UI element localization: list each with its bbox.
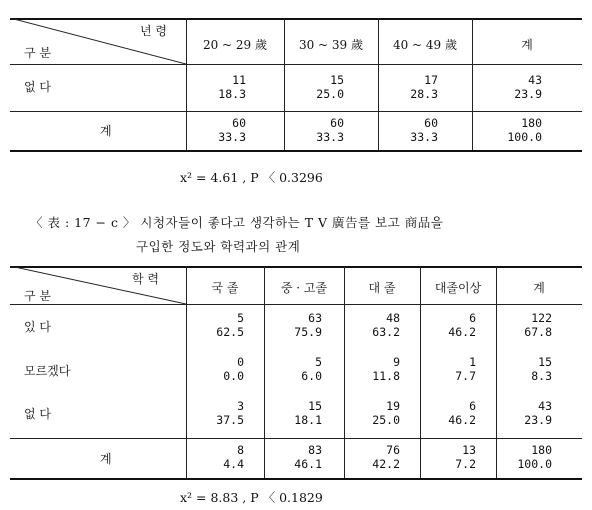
- table-2-cell-pct: 0.0: [223, 369, 244, 383]
- table-2-cell-pct: 23.9: [524, 413, 552, 427]
- table-2-chi-square-stat: x² = 8.83 , P 〈 0.1829: [180, 490, 323, 505]
- table-2-cell-pct: 62.5: [216, 325, 244, 339]
- table-2-caption-line-1: 〈 表 : 17 − c 〉 시청자들이 좋다고 생각하는 T V 廣告를 보고 商品을: [30, 215, 444, 230]
- table-1-cell-pct: 33.3: [218, 130, 246, 144]
- table-1-cell-count: 11: [232, 73, 246, 87]
- table-2-cell-count: 9: [393, 355, 400, 369]
- table-2-col-header: 중 · 고졸: [280, 281, 328, 295]
- table-1-cell-pct: 33.3: [410, 130, 438, 144]
- table-1-cell-pct: 33.3: [316, 130, 344, 144]
- table-1-cell-count: 43: [528, 73, 542, 87]
- table-2-cell-count: 5: [315, 355, 322, 369]
- table-2-cell-count: 13: [462, 443, 476, 457]
- table-2-cell-count: 48: [386, 311, 400, 325]
- table-1-corner-bottom-label: 구 분: [24, 46, 51, 60]
- table-2-cell-count: 6: [469, 399, 476, 413]
- table-2-col-header: 계: [533, 281, 545, 295]
- table-2-cell-pct: 67.8: [524, 325, 552, 339]
- table-2-cell-count: 15: [538, 355, 552, 369]
- table-2-cell-count: 0: [237, 355, 244, 369]
- table-2-cell-count: 63: [308, 311, 322, 325]
- table-1-col-header: 40 ~ 49 歲: [392, 38, 458, 52]
- table-2-col-header: 국 졸: [211, 281, 239, 295]
- table-2-cell-pct: 37.5: [216, 413, 244, 427]
- table-1-chi-square-stat: x² = 4.61 , P 〈 0.3296: [180, 170, 323, 185]
- table-2-row-label: 없 다: [24, 407, 51, 421]
- table-1-col-header: 30 ~ 39 歲: [298, 38, 364, 52]
- table-1-cell-count: 17: [424, 73, 438, 87]
- table-2-col-header: 대졸이상: [434, 281, 482, 295]
- table-1-cell-pct: 100.0: [507, 130, 542, 144]
- table-2-cell-pct: 42.2: [372, 457, 400, 471]
- table-1-corner-top-label: 년 령: [140, 24, 167, 38]
- table-2-caption-line-2: 구입한 정도와 학력과의 관계: [136, 239, 301, 254]
- table-2-cell-count: 5: [237, 311, 244, 325]
- table-1-cell-pct: 18.3: [218, 87, 246, 101]
- table-2-row-label: 계: [100, 452, 112, 466]
- table-2-cell-pct: 8.3: [531, 369, 552, 383]
- table-2-cell-pct: 11.8: [372, 369, 400, 383]
- table-2-cell-count: 122: [531, 311, 552, 325]
- table-1-cell-count: 60: [330, 116, 344, 130]
- table-2-cell-pct: 6.0: [301, 369, 322, 383]
- table-1-row-label: 없 다: [24, 80, 51, 94]
- table-1-cell-count: 180: [521, 116, 542, 130]
- table-2-cell-pct: 46.2: [448, 325, 476, 339]
- table-1-cell-pct: 25.0: [316, 87, 344, 101]
- table-2-cell-pct: 63.2: [372, 325, 400, 339]
- table-2-cell-count: 43: [538, 399, 552, 413]
- table-2-cell-pct: 4.4: [223, 457, 244, 471]
- table-1-col-header: 계: [521, 38, 533, 52]
- table-2-cell-count: 8: [237, 443, 244, 457]
- table-2-cell-pct: 18.1: [294, 413, 322, 427]
- table-2-cell-pct: 75.9: [294, 325, 322, 339]
- table-2-cell-count: 180: [531, 443, 552, 457]
- table-2-bottom-rule: [10, 478, 582, 480]
- table-2-cell-pct: 25.0: [372, 413, 400, 427]
- table-2-cell-pct: 7.2: [455, 457, 476, 471]
- table-2-cell-count: 15: [308, 399, 322, 413]
- table-2-corner-top-label: 학 력: [132, 272, 159, 286]
- table-2-row-label: 있 다: [24, 320, 51, 334]
- table-1-row-label: 계: [100, 124, 112, 138]
- table-2-col-header: 대 졸: [368, 281, 396, 295]
- table-1-col-header: 20 ~ 29 歲: [202, 38, 268, 52]
- table-2-cell-count: 83: [308, 443, 322, 457]
- table-1-cell-pct: 28.3: [410, 87, 438, 101]
- table-2-cell-count: 76: [386, 443, 400, 457]
- table-2-cell-count: 1: [469, 355, 476, 369]
- table-2-cell-pct: 46.2: [448, 413, 476, 427]
- table-1-row-rule: [10, 111, 582, 112]
- table-1-cell-count: 60: [232, 116, 246, 130]
- table-1-cell-count: 60: [424, 116, 438, 130]
- table-2-cell-count: 19: [386, 399, 400, 413]
- table-2-cell-count: 3: [237, 399, 244, 413]
- table-1-cell-count: 15: [330, 73, 344, 87]
- table-2-cell-pct: 7.7: [455, 369, 476, 383]
- table-2-corner-bottom-label: 구 분: [24, 289, 51, 303]
- table-2-cell-pct: 100.0: [517, 457, 552, 471]
- table-2-cell-pct: 46.1: [294, 457, 322, 471]
- table-1-bottom-rule: [10, 150, 582, 152]
- table-1-header-rule: [10, 64, 582, 65]
- table-2-cell-count: 6: [469, 311, 476, 325]
- table-1-cell-pct: 23.9: [514, 87, 542, 101]
- table-2-row-label: 모르겠다: [24, 364, 71, 378]
